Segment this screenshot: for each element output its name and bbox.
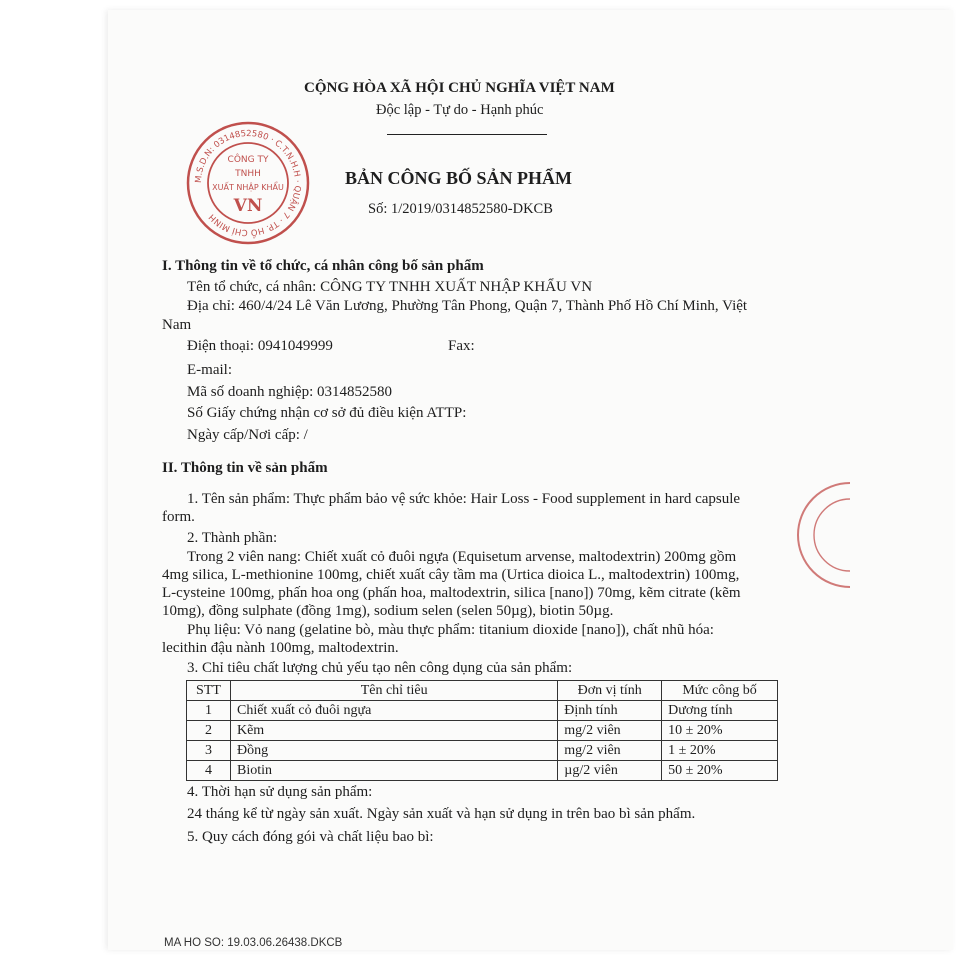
table-cell: Đồng: [230, 741, 557, 761]
ingredients-line-2: 4mg silica, L-methionine 100mg, chiết xuất cây tầm ma (Urtica dioica L., maltodextrin) 100mg,: [162, 567, 740, 583]
email: E-mail:: [187, 362, 232, 378]
table-cell: 10 ± 20%: [662, 721, 778, 741]
table-header-row: [187, 681, 778, 701]
motto: Độc lập - Tự do - Hạnh phúc: [376, 102, 544, 118]
table-header-cell: Đơn vị tính: [558, 681, 662, 701]
table-cell: 4: [187, 761, 231, 781]
table-header-cell: STT: [187, 681, 231, 701]
table-cell: mg/2 viên: [558, 721, 662, 741]
section-2-heading: II. Thông tin về sản phẩm: [162, 460, 328, 476]
phone: Điện thoại: 0941049999: [187, 338, 333, 354]
ingredients-line-4: 10mg), đồng sulphate (đồng 1mg), sodium selen (selen 50µg), biotin 50µg.: [162, 603, 614, 619]
table-cell: Kẽm: [230, 721, 557, 741]
shelf-life-text: 24 tháng kể từ ngày sản xuất. Ngày sản xuất và hạn sử dụng in trên bao bì sản phẩm.: [187, 806, 696, 822]
table-cell: mg/2 viên: [558, 741, 662, 761]
ingredients-heading: 2. Thành phần:: [187, 530, 278, 546]
stamp-ring-text: M.S.D.N: 0314852580 · C.T.N.H.H · QUẬN 7 · TP. HỒ CHÍ MINH: [193, 128, 303, 238]
packaging-heading: 5. Quy cách đóng gói và chất liệu bao bì:: [187, 829, 434, 845]
table-cell: µg/2 viên: [558, 761, 662, 781]
address-line-2: Nam: [162, 317, 192, 333]
product-name-line-2: form.: [162, 509, 195, 525]
motto-underline: [387, 134, 547, 135]
dossier-code: MA HO SO: 19.03.06.26438.DKCB: [164, 937, 343, 949]
address-line-1: Địa chỉ: 460/4/24 Lê Văn Lương, Phường Tân Phong, Quận 7, Thành Phố Hồ Chí Minh, Việt: [187, 298, 748, 314]
table-cell: Biotin: [230, 761, 557, 781]
ingredients-line-1: Trong 2 viên nang: Chiết xuất cỏ đuôi ngựa (Equisetum arvense, maltodextrin) 200mg gồm: [187, 549, 737, 565]
table-cell: 1: [187, 701, 231, 721]
table-row: [187, 761, 778, 781]
table-cell: 50 ± 20%: [662, 761, 778, 781]
quality-table: [186, 680, 778, 781]
table-header-cell: Tên chỉ tiêu: [230, 681, 557, 701]
food-safety-cert: Số Giấy chứng nhận cơ sở đủ điều kiện ATTP:: [187, 405, 467, 421]
stamp-line-4: VN: [233, 196, 263, 216]
company-stamp: [183, 118, 313, 248]
business-code: Mã số doanh nghiệp: 0314852580: [187, 384, 392, 400]
stamp-line-2: TNHH: [235, 169, 261, 179]
excipients-line-2: lecithin đậu nành 100mg, maltodextrin.: [162, 640, 399, 656]
table-row: [187, 721, 778, 741]
table-cell: Dương tính: [662, 701, 778, 721]
stamp-line-1: CÔNG TY: [227, 155, 269, 165]
table-cell: Chiết xuất cỏ đuôi ngựa: [230, 701, 557, 721]
table-row: [187, 701, 778, 721]
fax: Fax:: [448, 338, 475, 354]
table-row: [187, 741, 778, 761]
org-name: Tên tổ chức, cá nhân: CÔNG TY TNHH XUẤT NHẬP KHẨU VN: [187, 279, 593, 295]
document-title: BẢN CÔNG BỐ SẢN PHẨM: [345, 168, 573, 188]
excipients-line-1: Phụ liệu: Vỏ nang (gelatine bò, màu thực phẩm: titanium dioxide [nano]), chất nhũ hóa:: [187, 622, 714, 638]
table-header-cell: Mức công bố: [662, 681, 778, 701]
document-number: Số: 1/2019/0314852580-DKCB: [368, 201, 553, 217]
table-cell: 3: [187, 741, 231, 761]
country-heading: CỘNG HÒA XÃ HỘI CHỦ NGHĨA VIỆT NAM: [304, 80, 615, 96]
ingredients-line-3: L-cysteine 100mg, phấn hoa ong (phấn hoa, maltodextrin, silica [nano]) 70mg, kẽm citrate (kẽm: [162, 585, 741, 601]
table-cell: 1 ± 20%: [662, 741, 778, 761]
shelf-life-heading: 4. Thời hạn sử dụng sản phẩm:: [187, 784, 373, 800]
product-name-line-1: 1. Tên sản phẩm: Thực phẩm bảo vệ sức khỏe: Hair Loss - Food supplement in hard capsule: [187, 491, 741, 507]
table-cell: 2: [187, 721, 231, 741]
section-1-heading: I. Thông tin về tổ chức, cá nhân công bố sản phẩm: [162, 258, 484, 274]
quality-criteria-heading: 3. Chỉ tiêu chất lượng chủ yếu tạo nên công dụng của sản phẩm:: [187, 660, 573, 676]
table-cell: Định tính: [558, 701, 662, 721]
issue-date-place: Ngày cấp/Nơi cấp: /: [187, 427, 308, 443]
partial-stamp: [790, 480, 850, 590]
stamp-line-3: XUẤT NHẬP KHẨU: [212, 183, 284, 192]
